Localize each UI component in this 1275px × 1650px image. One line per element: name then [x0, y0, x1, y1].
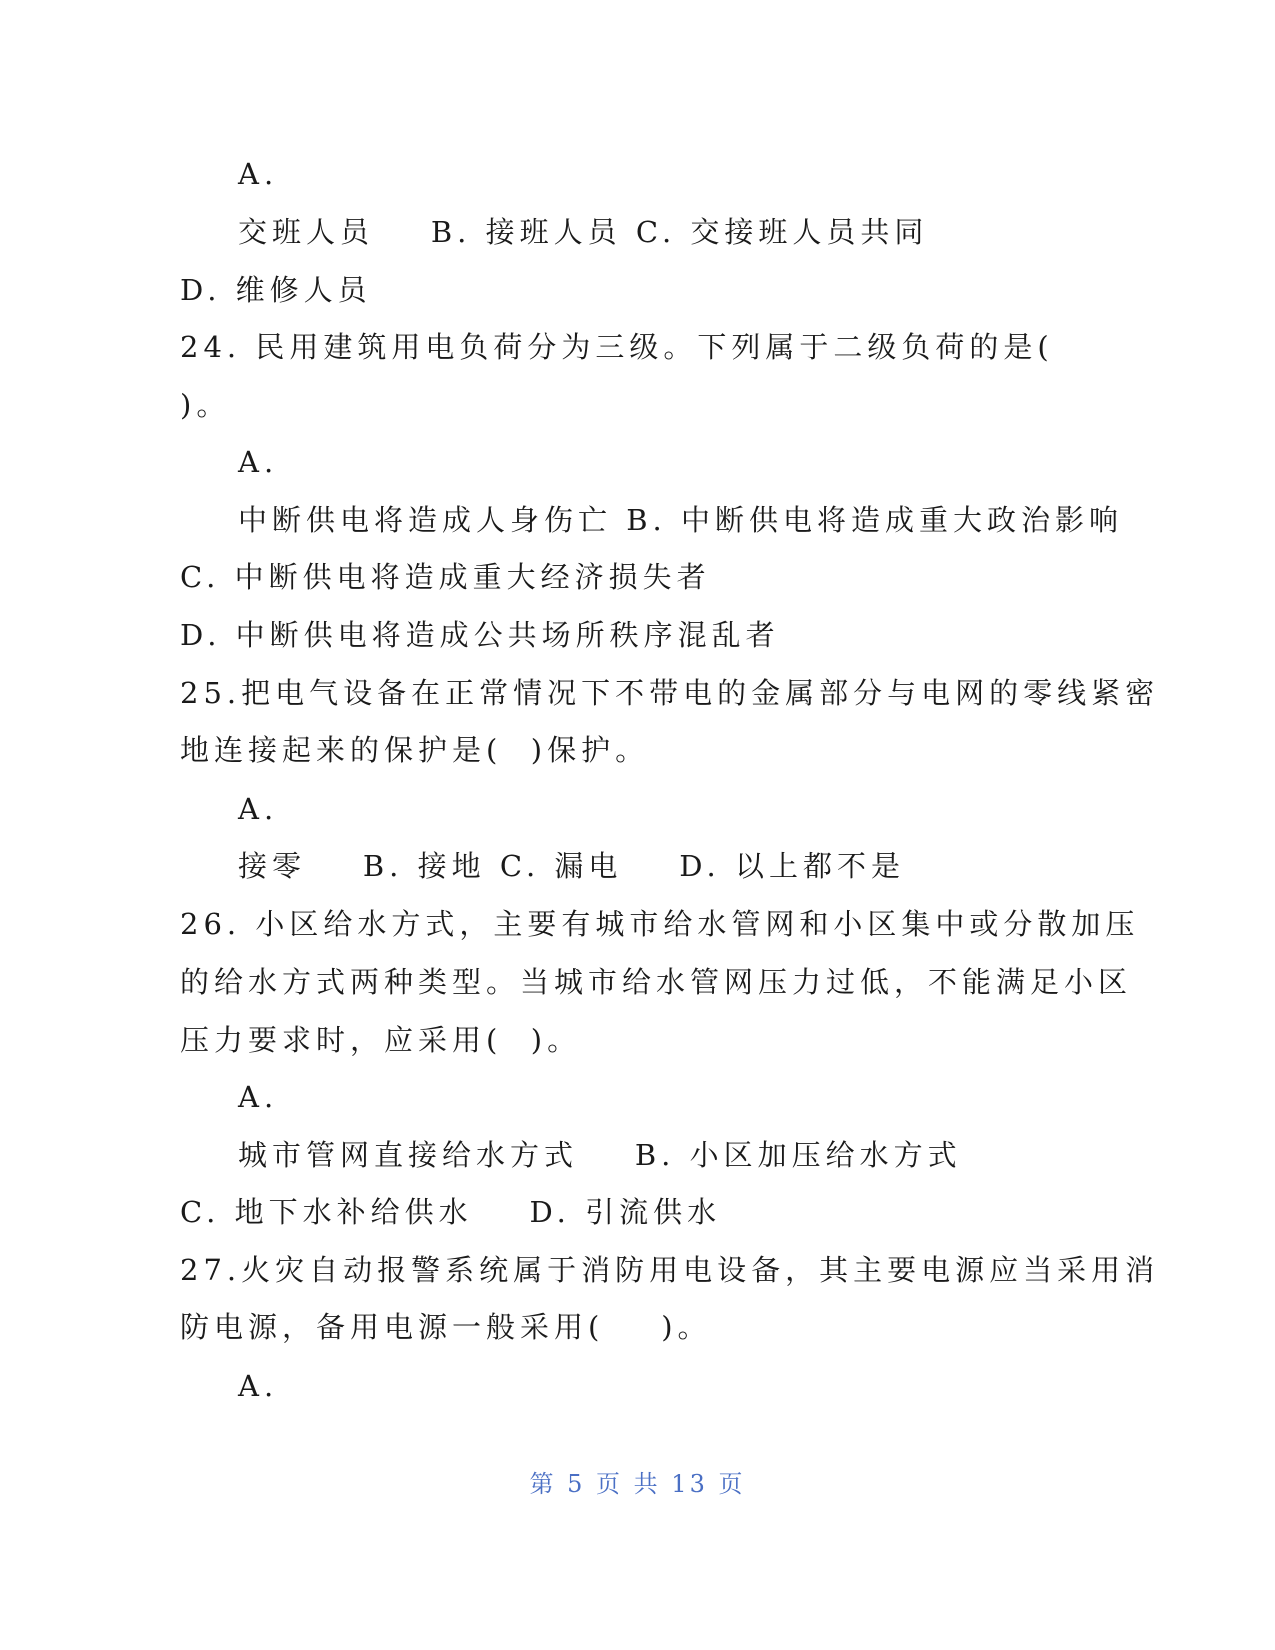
q23-options: 交班人员 B. 接班人员 C. 交接班人员共同: [238, 215, 929, 249]
q26-question-end: 压力要求时，应采用( )。: [180, 1023, 582, 1057]
q25-question: 25.把电气设备在正常情况下不带电的金属部分与电网的零线紧密: [180, 676, 1160, 710]
q24-options-ab: 中断供电将造成人身伤亡 B. 中断供电将造成重大政治影响: [238, 503, 1123, 537]
q23-option-d: D. 维修人员: [180, 273, 372, 307]
q26-question-cont: 的给水方式两种类型。当城市给水管网压力过低，不能满足小区: [180, 965, 1133, 999]
q26-options-ab: 城市管网直接给水方式 B. 小区加压给水方式: [238, 1138, 962, 1172]
option-a-label: A.: [238, 1369, 279, 1403]
q26-options-cd: C. 地下水补给供水 D. 引流供水: [180, 1195, 722, 1229]
option-a-label: A.: [238, 445, 279, 479]
option-a-label: A.: [238, 792, 279, 826]
q26-question: 26. 小区给水方式，主要有城市给水管网和小区集中或分散加压: [180, 907, 1140, 941]
option-a-label: A.: [238, 1080, 279, 1114]
option-a-label: A.: [238, 157, 279, 191]
q27-question: 27.火灾自动报警系统属于消防用电设备，其主要电源应当采用消: [180, 1253, 1160, 1287]
q25-options: 接零 B. 接地 C. 漏电 D. 以上都不是: [238, 849, 905, 883]
q27-question-end: 防电源，备用电源一般采用( )。: [180, 1310, 712, 1344]
q24-option-d: D. 中断供电将造成公共场所秩序混乱者: [180, 618, 780, 652]
q24-question-end: )。: [180, 388, 231, 422]
q24-question: 24. 民用建筑用电负荷分为三级。下列属于二级负荷的是(: [180, 330, 1054, 364]
q24-option-c: C. 中断供电将造成重大经济损失者: [180, 560, 711, 594]
page-number-footer: 第 5 页 共 13 页: [529, 1470, 746, 1498]
q25-question-end: 地连接起来的保护是( )保护。: [180, 733, 650, 767]
